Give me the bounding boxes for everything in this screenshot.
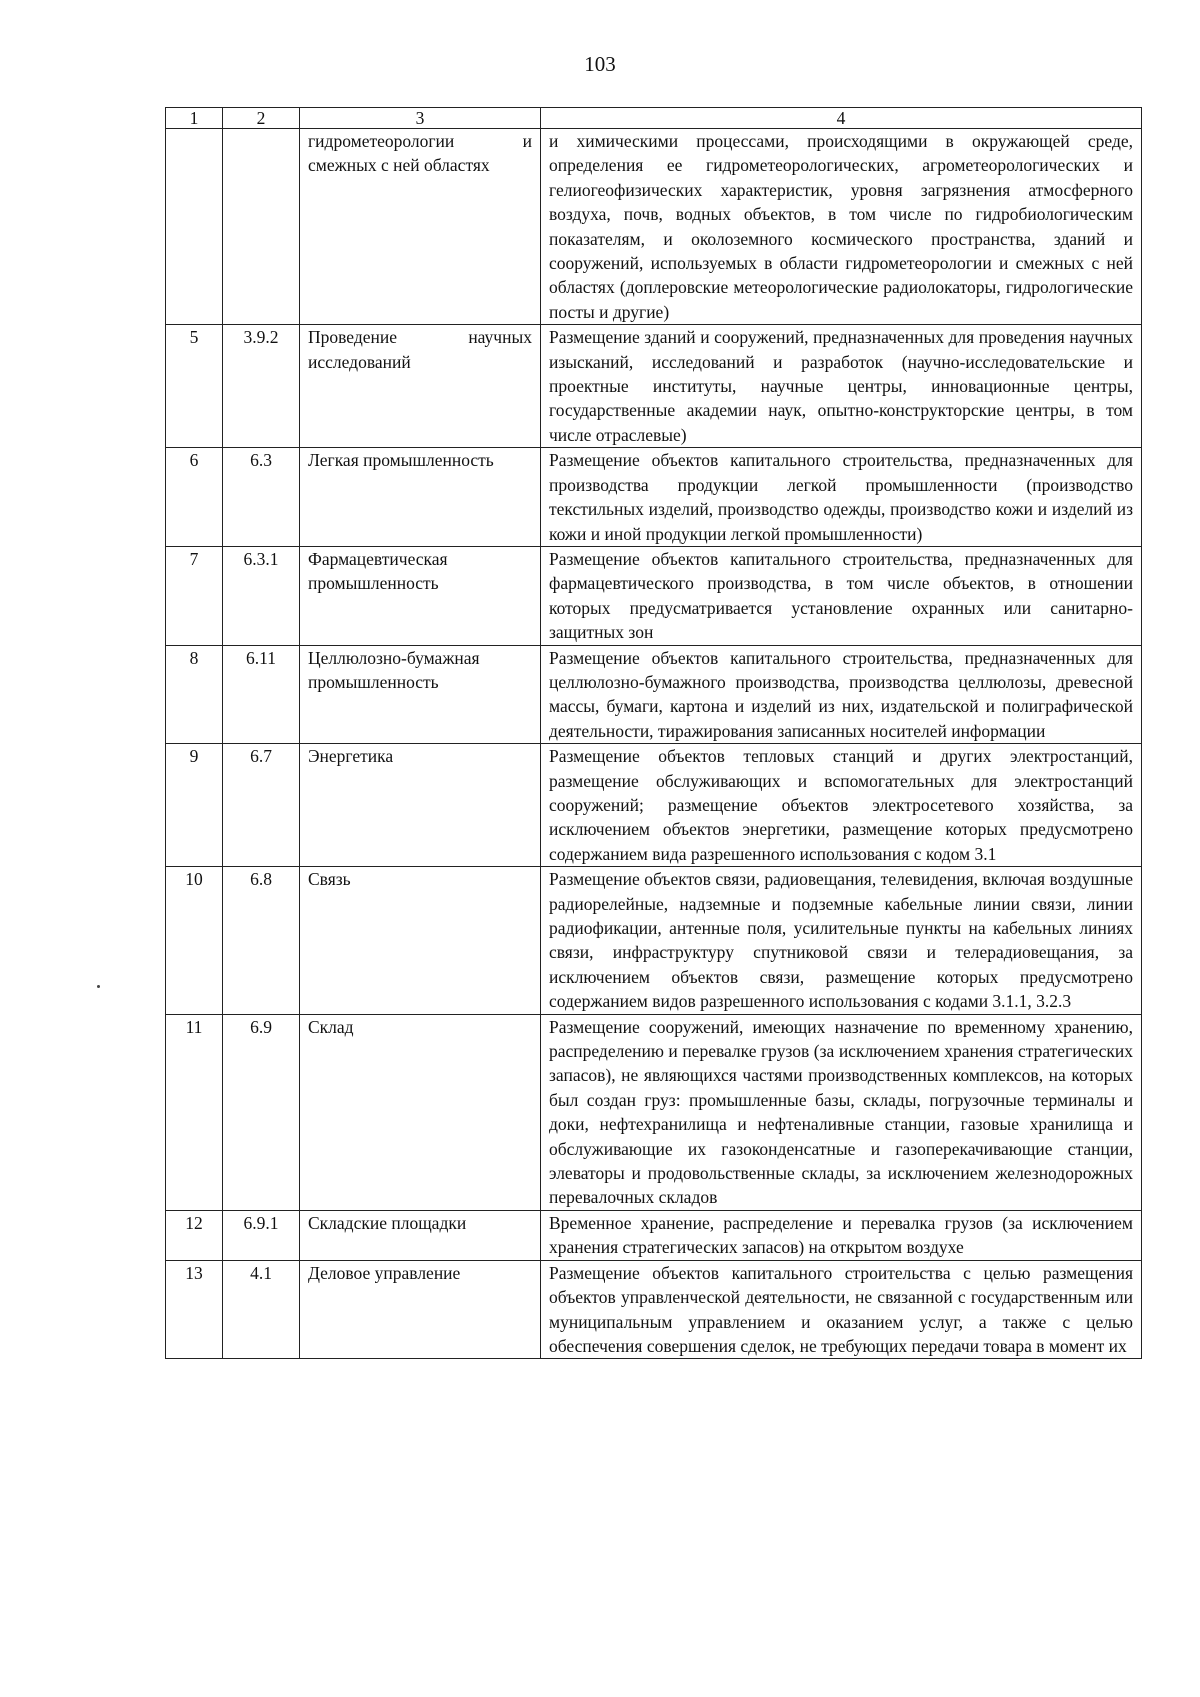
- row-number: 13: [166, 1260, 223, 1359]
- page-number: 103: [584, 52, 616, 76]
- row-number: 6: [166, 448, 223, 547]
- use-name: гидрометеорологии и смежных с ней областях: [300, 129, 541, 325]
- table-row: [166, 546, 1142, 645]
- use-code: 6.3: [223, 448, 300, 547]
- use-code: 6.7: [223, 744, 300, 867]
- use-code: 6.9: [223, 1014, 300, 1210]
- row-number: 9: [166, 744, 223, 867]
- use-name: Складские площадки: [300, 1210, 541, 1260]
- use-description: и химическими процессами, происходящими в окружающей среде, определения ее гидрометеорологических, агрометеорологических и гелиогеофизических характеристик, уровня загрязнения атмосферного воздуха, почв, водных объектов, в том числе по гидробиологическим показателям, и околоземного космического пространства, зданий и сооружений, используемых в области гидрометеорологии и смежных с ней областях (доплеровские метеорологические радиолокаторы, гидрологические посты и другие): [541, 129, 1142, 325]
- use-code: 6.3.1: [223, 546, 300, 645]
- use-name: Энергетика: [300, 744, 541, 867]
- use-name: Легкая промышленность: [300, 448, 541, 547]
- use-description: Размещение объектов тепловых станций и других электростанций, размещение обслуживающих и вспомогательных для электростанций сооружений; размещение объектов электросетевого хозяйства, за исключением объектов энергетики, размещение которых предусмотрено содержанием вида разрешенного использования с кодом 3.1: [541, 744, 1142, 867]
- row-number: 7: [166, 546, 223, 645]
- use-code: 6.9.1: [223, 1210, 300, 1260]
- use-description: Размещение объектов капитального строительства, предназначенных для производства продукции легкой промышленности (производство текстильных изделий, производство одежды, производство кожи и изделий из кожи и иной продукции легкой промышленности): [541, 448, 1142, 547]
- use-description: Размещение сооружений, имеющих назначение по временному хранению, распределению и перевалке грузов (за исключением хранения стратегических запасов), не являющихся частями производственных комплексов, на которых был создан груз: промышленные базы, склады, погрузочные терминалы и доки, нефтехранилища и нефтеналивные станции, газовые хранилища и обслуживающие их газоконденсатные и газоперекачивающие станции, элеваторы и продовольственные склады, за исключением железнодорожных перевалочных складов: [541, 1014, 1142, 1210]
- use-name: Склад: [300, 1014, 541, 1210]
- use-code: 6.8: [223, 867, 300, 1014]
- use-description: Временное хранение, распределение и перевалка грузов (за исключением хранения стратегических запасов) на открытом воздухе: [541, 1210, 1142, 1260]
- row-number: 12: [166, 1210, 223, 1260]
- use-name: Целлюлозно-бумажная промышленность: [300, 645, 541, 744]
- table-row: [166, 867, 1142, 1014]
- row-number: 5: [166, 325, 223, 448]
- use-description: Размещение зданий и сооружений, предназначенных для проведения научных изысканий, исследований и разработок (научно-исследовательские и проектные институты, научные центры, инновационные центры, государственные академии наук, опытно-конструкторские центры, в том числе отраслевые): [541, 325, 1142, 448]
- use-code: 4.1: [223, 1260, 300, 1359]
- row-number: 10: [166, 867, 223, 1014]
- table-row: [166, 448, 1142, 547]
- use-code: 6.11: [223, 645, 300, 744]
- table-row: [166, 1014, 1142, 1210]
- column-header-name: 3: [300, 108, 541, 129]
- use-code: 3.9.2: [223, 325, 300, 448]
- use-name: Фармацевтическая промышленность: [300, 546, 541, 645]
- use-description: Размещение объектов капитального строительства, предназначенных для фармацевтического производства, в том числе объектов, в отношении которых предусматривается установление охранных или санитарно-защитных зон: [541, 546, 1142, 645]
- use-name: Проведение научных исследований: [300, 325, 541, 448]
- use-code: [223, 129, 300, 325]
- table-row: [166, 325, 1142, 448]
- table-row: [166, 744, 1142, 867]
- use-description: Размещение объектов связи, радиовещания, телевидения, включая воздушные радиорелейные, надземные и подземные кабельные линии связи, линии радиофикации, антенные поля, усилительные пункты на кабельных линиях связи, инфраструктуру спутниковой связи и телерадиовещания, за исключением объектов связи, размещение которых предусмотрено содержанием видов разрешенного использования с кодами 3.1.1, 3.2.3: [541, 867, 1142, 1014]
- use-name: Деловое управление: [300, 1260, 541, 1359]
- column-header-number: 1: [166, 108, 223, 129]
- table-row: [166, 1210, 1142, 1260]
- table-header-row: [166, 108, 1142, 129]
- table-row: [166, 645, 1142, 744]
- column-header-description: 4: [541, 108, 1142, 129]
- row-number: [166, 129, 223, 325]
- table-row: [166, 1260, 1142, 1359]
- use-description: Размещение объектов капитального строительства с целью размещения объектов управленческой деятельности, не связанной с государственным или муниципальным управлением и оказанием услуг, а также с целью обеспечения совершения сделок, не требующих передачи товара в момент их: [541, 1260, 1142, 1359]
- column-header-code: 2: [223, 108, 300, 129]
- row-number: 8: [166, 645, 223, 744]
- scan-speck: [97, 985, 100, 988]
- row-number: 11: [166, 1014, 223, 1210]
- use-description: Размещение объектов капитального строительства, предназначенных для целлюлозно-бумажного производства, производства целлюлозы, древесной массы, бумаги, картона и изделий из них, издательской и полиграфической деятельности, тиражирования записанных носителей информации: [541, 645, 1142, 744]
- table-row: [166, 129, 1142, 325]
- land-use-table: [165, 107, 1142, 1359]
- use-name: Связь: [300, 867, 541, 1014]
